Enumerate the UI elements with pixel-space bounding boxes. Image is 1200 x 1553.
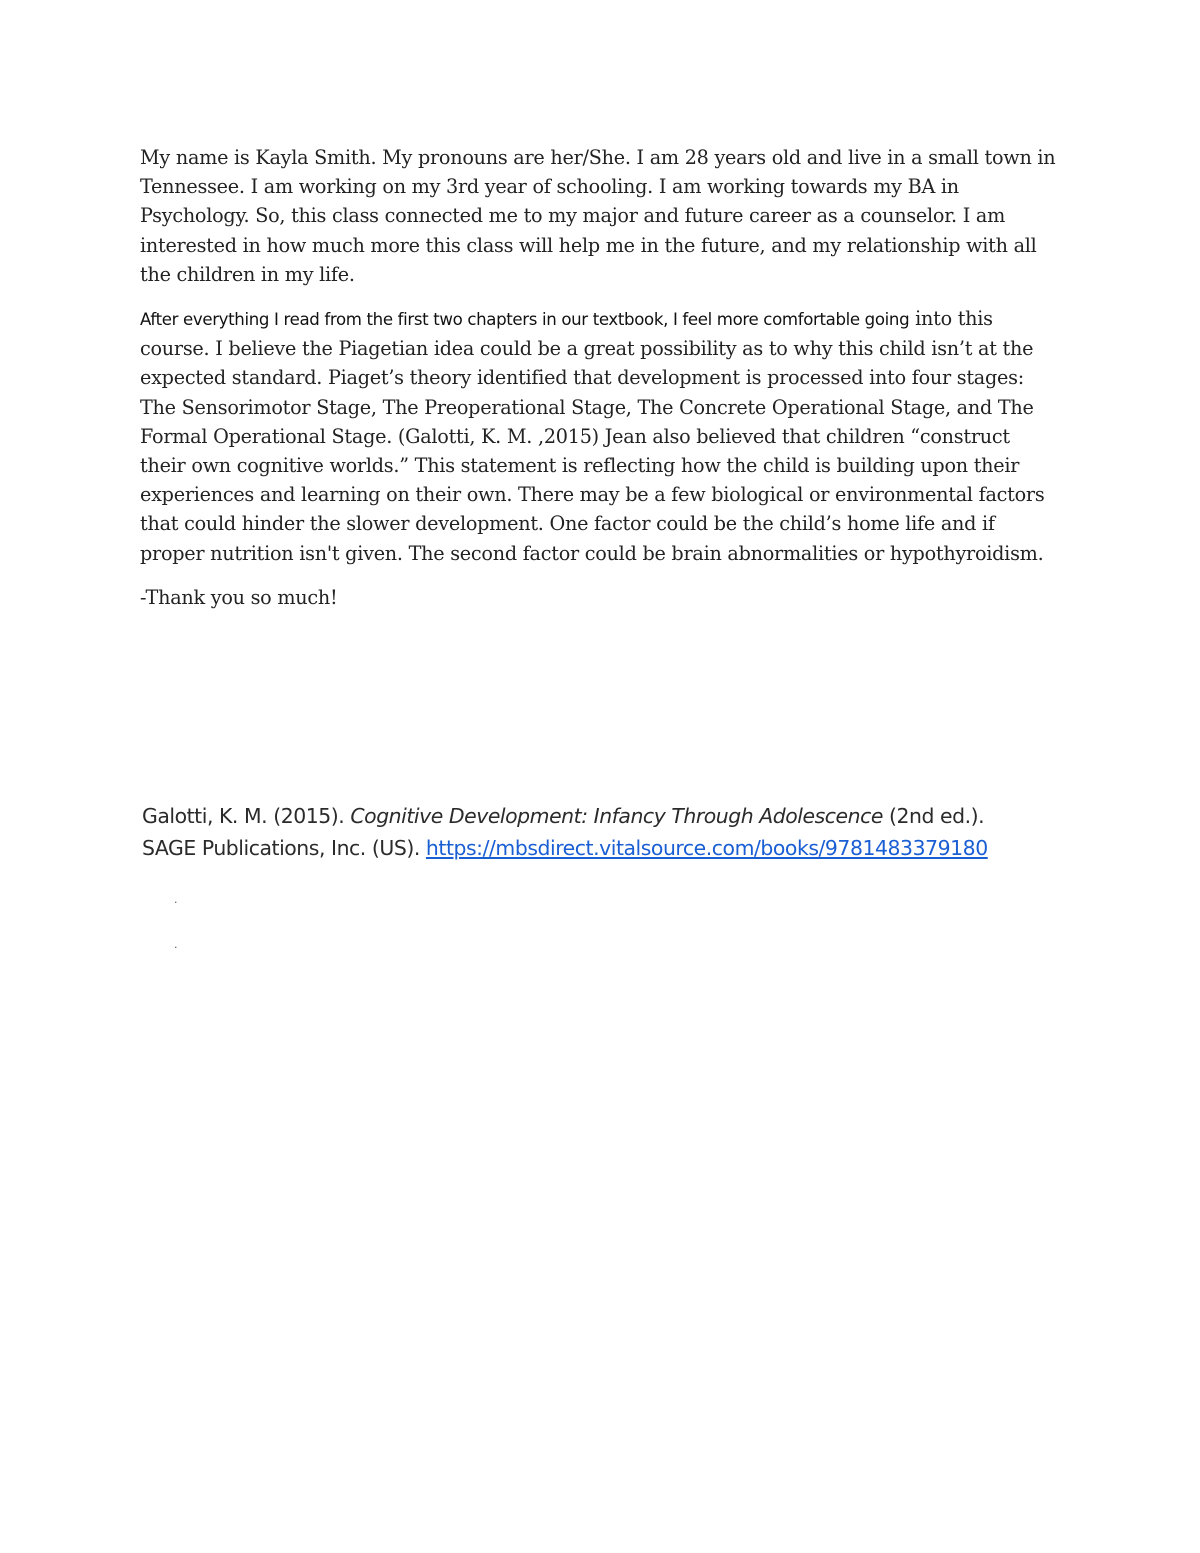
reflection-paragraph [140,304,1060,568]
reference-citation [142,800,1102,864]
closing-text: -Thank you so much! [140,586,338,609]
reference-book-title: Cognitive Development: Infancy Through Adolescence [350,804,883,828]
reference-author-year: Galotti, K. M. (2015). [142,804,351,828]
intro-text: My name is Kayla Smith. My pronouns are her/She. I am 28 years old and live in a small town in Tennessee. I am working on my 3rd year of schooling. I am working towards my BA in Psychology. So, this class connected me to my major and future career as a counselor. I am interested in how much more this class will help me in the future, and my relationship with all the children in my life. [140,146,1056,286]
reference-url-link[interactable]: https://mbsdirect.vitalsource.com/books/9781483379180 [425,836,988,860]
reflection-lead-text: After everything I read from the first two chapters in our textbook, I feel more comfortable going [140,310,910,329]
reflection-body-text: into this course. I believe the Piagetian idea could be a great possibility as to why this child isn’t at the expected standard. Piaget’s theory identified that development is processed into four stages: The Sensorimotor Stage, The Preoperational Stage, The Concrete Operational Stage, and The Formal Operational Stage. (Galotti, K. M. ,2015) Jean also believed that children “construct their own cognitive worlds.” This statement is reflecting how the child is building upon their experiences and learning on their own. There may be a few biological or environmental factors that could hinder the slower development. One factor could be the child’s home life and if proper nutrition isn't given. The second factor could be brain abnormalities or hypothyroidism. [140,307,1045,565]
intro-paragraph [140,143,1060,289]
reference-publisher: SAGE Publications, Inc. (US). [142,836,426,860]
empty-bullet-marker: . [174,893,178,906]
empty-bullet-marker: . [174,938,178,951]
closing-line [140,583,1060,612]
reference-edition: (2nd ed.). [882,804,985,828]
